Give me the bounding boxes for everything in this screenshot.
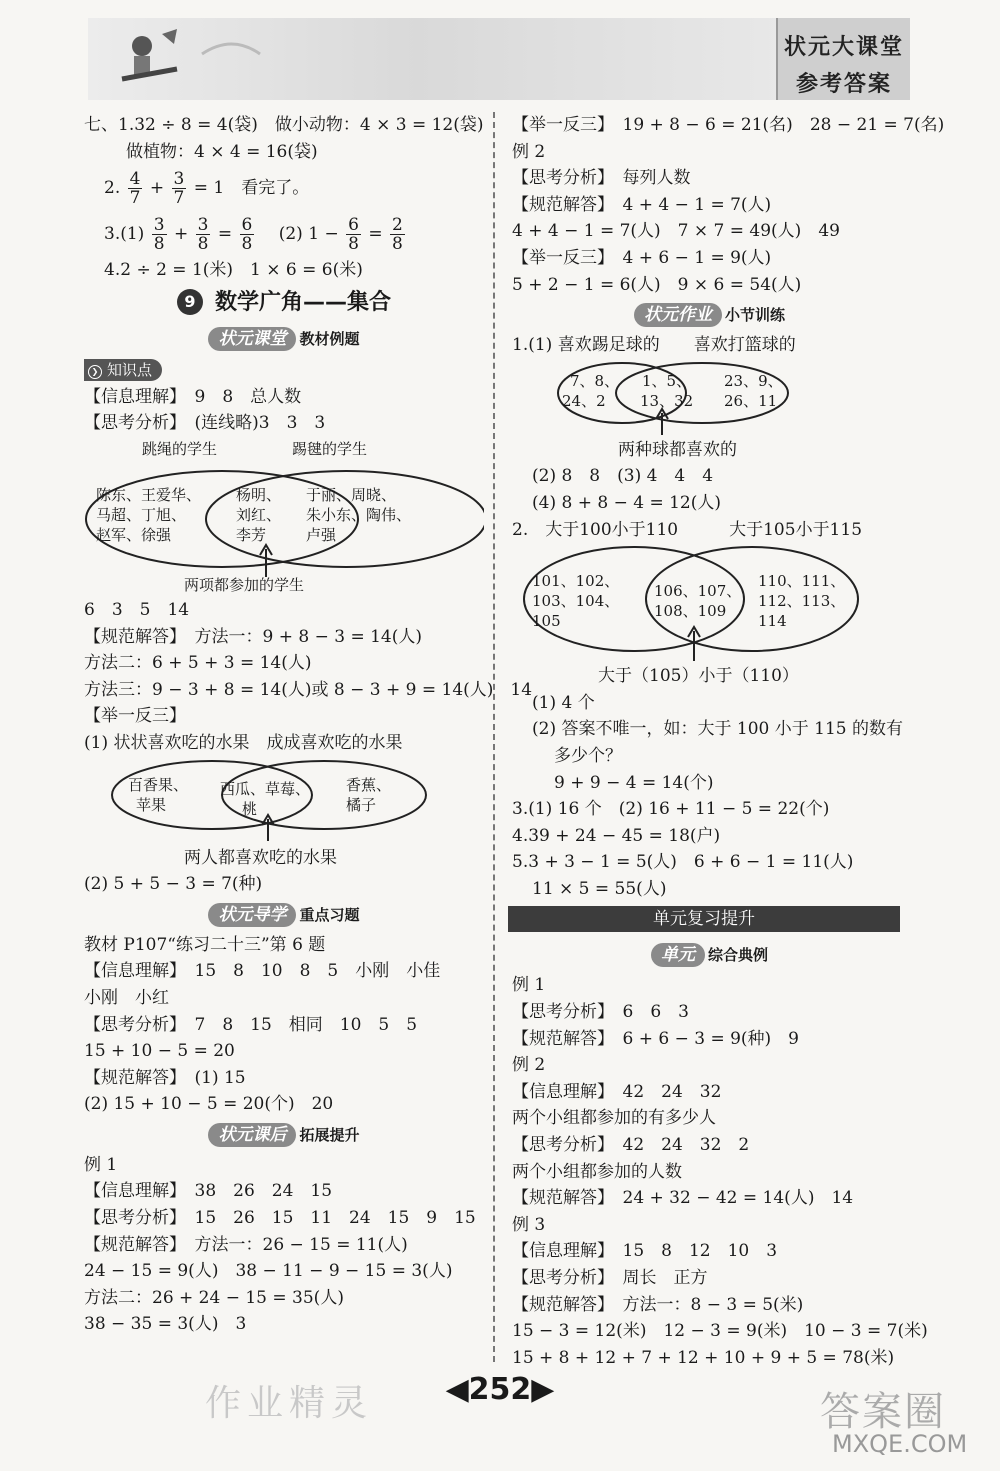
- fraction: $\frac{6}{8}$: [241, 215, 253, 255]
- venn-diagram-fruits: 百香果、 苹果 西瓜、草莓、 桃 香蕉、 橘子: [84, 757, 484, 845]
- arrow-circle-icon: ❯: [88, 365, 102, 379]
- venn3-bottom-label: 两种球都喜欢的: [618, 439, 737, 460]
- venn-diagram-balls: 7、8、 24、2 1、5、 13、32 23、9、 26、11: [512, 359, 907, 437]
- venn1-left-label: 跳绳的学生: [142, 439, 218, 458]
- badge-guide: 状元导学 重点习题: [84, 898, 484, 932]
- venn1-bottom-label: 两项都参加的学生: [184, 575, 305, 594]
- right-column: 【举一反三】 19 + 8 − 6 = 21(名) 28 − 21 = 7(名) 例 2 【思考分析】 每列人数 【规范解答】 4 + 4 − 1 = 7(人) 4 + 4 − 1 = 7(人) 7 × 7 = 49(人) 49 【举一反三】 4 + 6 − 1 = 9(人) 5 + 2 − 1 = 6(人) 9 × 6 = 54(人) 状元作业 小节训练 1.(1) 喜欢踢足球的 喜欢打篮球的 7、8、 24、2 1、5、 13、32 23、9、 26、11 两种球都喜欢的 (2) 8 8 (3) 4 4 4 (4) 8 + 8 − 4 = 12(人) 2. 大于100小于110 大于105小于115 101、102、 103、104、 105 106、107、 108、109 110、111、 112、113、 114 大于（105）小于（110） (1) 4 个 (2) 答案不唯一，如：大于 100 小于 115 的数有 多少个？ 9 + 9 − 4 = 14(个) 3.(1) 16 个 (2) 16 + 11 − 5 = 22(个) 4.39 + 24 − 45 = 18(户) 5.3 + 3 − 1 = 5(人) 6 + 6 − 1 = 11(人) 11 × 5 = 55(人) 单元复习提升 单元 综合典例 例 1 【思考分析】 6 6 3 【规范解答】 6 + 6 − 3 = 9(种) 9 例 2 【信息理解】 42 24 32 两个小组都参加的有多少人 【思考分析】 42 24 32 2 两个小组都参加的人数 【规范解答】 24 + 32 − 42 = 14(人) 14 例 3 【信息理解】 15 8 12 10 3 【思考分析】 周长 正方 【规范解答】 方法一：8 − 3 = 5(米) 15 − 3 = 12(米) 12 − 3 = 9(米) 10 − 3 = 7(米) 15 + 8 + 12 + 7 + 12 + 10 + 9 + 5 = 78(米): [512, 112, 907, 1371]
- venn4-bottom-label: 大于（105）小于（110）: [598, 666, 799, 687]
- badge-classroom: 状元课堂 教材例题: [84, 322, 484, 356]
- fraction: $\frac{3}{8}$: [197, 215, 209, 255]
- site-url: MXQE.COM: [832, 1430, 968, 1458]
- q7-line2: 做植物：4 × 4 = 16(袋): [126, 141, 318, 162]
- q7-item4: 4.2 ÷ 2 = 1(米) 1 × 6 = 6(米): [104, 260, 363, 281]
- page-header: [88, 18, 910, 100]
- q7-item2: 2. $\frac{4}{7}$ + $\frac{3}{7}$ = 1 看完了。: [104, 169, 310, 209]
- brand-box: [776, 18, 910, 100]
- badge-unit: 单元 综合典例: [512, 938, 907, 972]
- page-number: ◀252▶: [445, 1372, 555, 1407]
- left-column: 七、1.32 ÷ 8 = 4(袋) 做小动物：4 × 3 = 12(袋) 做植物：4 × 4 = 16(袋) 2. $\frac{4}{7}$ + $\frac{3}{7}$ = 1 看完了。 3.(1) $\frac{3}{8}$ + $\frac{3}{8}$ = $\frac{6}{8}$ (2) 1 − $\frac{6}{8}$ = $\frac{2}{8}$ 4.2 ÷ 2 = 1(米) 1 × 6 = 6(米) 9 数学广角——集合 状元课堂 教材例题 ❯ 知识点 【信息理解】 9 8 总人数 【思考分析】 (连线略)3 3 3 跳绳的学生 踢毽的学生 陈东、王爱华、 马超、丁旭、 赵军、徐强 杨明、 刘红、 李芳 于丽、周晓、 朱小东、陶伟、 卢强 两项都参加的学生 6 3 5 14 【规范解答】 方法一：9 + 8 − 3 = 14(人) 方法二：6 + 5 + 3 = 14(人) 方法三：9 − 3 + 8 = 14(人)或 8 − 3 + 9 = 14(人) 14 【举一反三】 (1) 状状喜欢吃的水果 成成喜欢吃的水果 百香果、 苹果 西瓜、草莓、 桃 香蕉、 橘子 两人都喜欢吃的水果 (2) 5 + 5 − 3 = 7(种) 状元导学 重点习题 教材 P107“练习二十三”第 6 题 【信息理解】 15 8 10 8 5 小刚 小佳 小刚 小红 【思考分析】 7 8 15 相同 10 5 5 15 + 10 − 5 = 20 【规范解答】 (1) 15 (2) 15 + 10 − 5 = 20(个) 20 状元课后 拓展提升 例 1 【信息理解】 38 26 24 15 【思考分析】 15 26 15 11 24 15 9 15 【规范解答】 方法一：26 − 15 = 11(人) 24 − 15 = 9(人) 38 − 11 − 9 − 15 = 3(人) 方法二：26 + 24 − 15 = 35(人) 38 − 35 = 3(人) 3: [84, 112, 484, 1338]
- footer-watermark: 作业精灵: [205, 1383, 374, 1424]
- q2-prefix: 2.: [104, 178, 121, 199]
- venn2-bottom-label: 两人都喜欢吃的水果: [184, 847, 337, 868]
- fraction: $\frac{3}{7}$: [173, 169, 185, 209]
- unit-review-banner: 单元复习提升: [508, 906, 900, 932]
- q7-line1: 七、1.32 ÷ 8 = 4(袋) 做小动物：4 × 3 = 12(袋): [84, 115, 484, 135]
- venn-diagram-sports: 跳绳的学生 踢毽的学生 陈东、王爱华、 马超、丁旭、 赵军、徐强 杨明、 刘红、 李芳 于丽、周晓、 朱小东、陶伟、 卢强 两项都参加的学生: [84, 437, 484, 597]
- brand-title: 状元大课堂: [783, 35, 904, 60]
- section-number: 9: [177, 289, 203, 315]
- knowledge-point-tag: ❯ 知识点: [84, 359, 162, 381]
- section-title: 9 数学广角——集合: [84, 284, 484, 322]
- fraction: $\frac{6}{8}$: [348, 215, 359, 255]
- b1-think: 【思考分析】 (连线略)3 3 3: [84, 413, 326, 434]
- venn1-right-label: 踢毽的学生: [292, 439, 368, 458]
- fraction: $\frac{4}{7}$: [129, 169, 141, 209]
- badge-homework: 状元作业 小节训练: [512, 298, 907, 332]
- badge-after-class: 状元课后 拓展提升: [84, 1118, 484, 1152]
- fraction: $\frac{3}{8}$: [153, 215, 165, 255]
- cartoon-student-icon: [102, 24, 262, 94]
- brand-subtitle: 参考答案: [795, 72, 892, 97]
- column-divider: [493, 112, 495, 1362]
- venn-diagram-numbers: 101、102、 103、104、 105 106、107、 108、109 110、111、 112、113、 114: [512, 543, 907, 663]
- q7-item3: 3.(1) $\frac{3}{8}$ + $\frac{3}{8}$ = $\frac{6}{8}$ (2) 1 − $\frac{6}{8}$ = $\frac{2}{8}$: [104, 215, 403, 255]
- b1-info: 【信息理解】 9 8 总人数: [84, 386, 302, 407]
- fraction: $\frac{2}{8}$: [391, 215, 403, 255]
- site-watermark: 答案圈: [820, 1389, 946, 1435]
